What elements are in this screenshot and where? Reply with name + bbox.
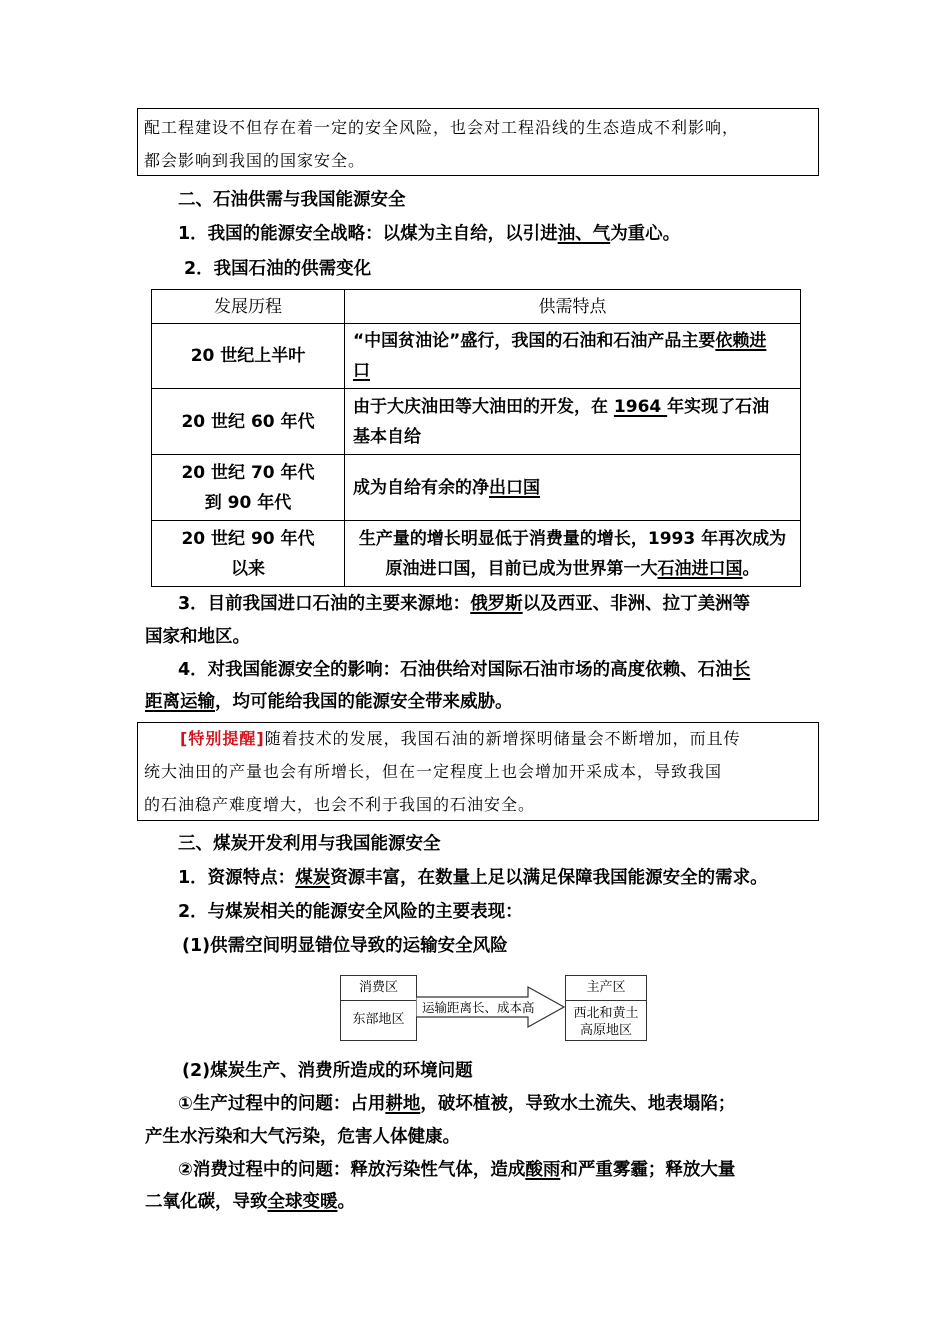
producer-region-body-1: 西北和黄土 <box>573 1006 639 1021</box>
p1-underline: 耕地 <box>385 1094 421 1114</box>
table-cell-features <box>345 455 801 521</box>
producer-region-body-2: 高原地区 <box>579 1023 632 1038</box>
section2-item3 <box>178 592 750 616</box>
section3-sub1: (1)供需空间明显错位导致的运输安全风险 <box>182 936 508 956</box>
item4-underline-1: 长 <box>732 660 751 680</box>
section2-item2: 2．我国石油的供需变化 <box>184 259 372 279</box>
table-cell-era: 20 世纪 70 年代到 90 年代 <box>152 455 345 521</box>
consumer-region-box <box>340 975 417 1041</box>
top-note-box <box>137 108 819 176</box>
table-cell-features <box>345 521 801 587</box>
producer-region-box <box>565 975 647 1041</box>
table-row <box>152 389 801 455</box>
cell-text: 生产量的增长明显低于消费量的增长，1993 年再次成为原油进口国，目前已成为世界第一大 <box>358 528 787 579</box>
section2-item1 <box>178 222 680 246</box>
cell-suffix: 年实现了石油基本自给 <box>353 396 770 447</box>
cell-suffix: 。 <box>742 558 760 579</box>
table-cell-features <box>345 324 801 389</box>
section2-item3-line2: 国家和地区。 <box>145 627 250 647</box>
section2-heading: 二、石油供需与我国能源安全 <box>178 190 406 210</box>
table-header-era: 发展历程 <box>152 290 345 324</box>
producer-region-header: 主产区 <box>566 976 646 1001</box>
transport-diagram <box>340 973 650 1043</box>
table-row <box>152 324 801 389</box>
table-cell-features <box>345 389 801 455</box>
item4-underline-2: 距离运输 <box>145 692 215 712</box>
cell-underline: 依赖进口 <box>353 331 767 381</box>
section2-item4-line2 <box>145 690 513 714</box>
section3-heading: 三、煤炭开发利用与我国能源安全 <box>178 834 441 854</box>
table-row <box>152 521 801 587</box>
cell-text: 由于大庆油田等大油田的开发，在 <box>353 396 614 417</box>
p1-suffix: ，破坏植被，导致水土流失、地表塌陷； <box>420 1094 736 1114</box>
table-cell-era: 20 世纪 90 年代以来 <box>152 521 345 587</box>
cell-underline: 石油进口国 <box>657 558 743 579</box>
item1-underline: 油、气 <box>557 224 611 244</box>
s3-item1-underline: 煤炭 <box>295 868 331 888</box>
item3-underline: 俄罗斯 <box>470 594 523 614</box>
cell-text: “中国贫油论”盛行，我国的石油和石油产品主要 <box>353 331 716 351</box>
section3-item1 <box>178 866 768 890</box>
p2-text: ②消费过程中的问题：释放污染性气体，造成 <box>178 1160 526 1180</box>
table-row <box>152 455 801 521</box>
p2-line2-underline: 全球变暖 <box>267 1192 338 1212</box>
item4-suffix: ，均可能给我国的能源安全带来威胁。 <box>215 692 513 712</box>
p1-text: ①生产过程中的问题：占用 <box>178 1094 386 1114</box>
section3-p1 <box>178 1092 735 1116</box>
item1-text: 1．我国的能源安全战略：以煤为主自给，以引进 <box>178 224 558 244</box>
top-note-line-1: 配工程建设不但存在着一定的安全风险，也会对工程沿线的生态造成不利影响， <box>144 118 740 137</box>
tip-text-1: 随着技术的发展，我国石油的新增探明储量会不断增加，而且传 <box>264 729 741 748</box>
supply-demand-table <box>151 289 801 587</box>
section3-p2-line2 <box>145 1190 355 1214</box>
top-note-line-2: 都会影响到我国的国家安全。 <box>144 151 366 170</box>
item3-suffix: 以及西亚、非洲、拉丁美洲等 <box>522 594 751 614</box>
s3-item1-text: 1．资源特点： <box>178 868 296 888</box>
transport-arrow-label: 运输距离长、成本高 <box>422 1000 535 1015</box>
tip-line-2: 统大油田的产量也会有所增长，但在一定程度上也会增加开采成本，导致我国 <box>144 762 723 781</box>
p2-suffix: 和严重雾霾；释放大量 <box>560 1160 736 1180</box>
cell-text: 成为自给有余的净 <box>353 477 489 498</box>
consumer-region-body: 东部地区 <box>352 1012 405 1027</box>
tip-line-1 <box>144 722 818 755</box>
tip-line-3: 的石油稳产难度增大，也会不利于我国的石油安全。 <box>144 795 536 814</box>
item4-text: 4．对我国能源安全的影响：石油供给对国际石油市场的高度依赖、石油 <box>178 660 733 680</box>
section3-sub2: (2)煤炭生产、消费所造成的环境问题 <box>182 1061 473 1081</box>
p2-line2-suffix: 。 <box>337 1192 355 1212</box>
s3-item1-suffix: 资源丰富，在数量上足以满足保障我国能源安全的需求。 <box>330 868 768 888</box>
special-tip-box <box>137 722 819 821</box>
cell-underline: 1964 <box>613 396 668 417</box>
section3-p2 <box>178 1158 735 1182</box>
section3-item2: 2．与煤炭相关的能源安全风险的主要表现： <box>178 902 523 922</box>
tip-label: [特别提醒] <box>180 729 265 748</box>
table-cell-era: 20 世纪上半叶 <box>152 324 345 389</box>
p2-underline: 酸雨 <box>525 1160 561 1180</box>
table-cell-era: 20 世纪 60 年代 <box>152 389 345 455</box>
consumer-region-header: 消费区 <box>341 976 416 1001</box>
p2-line2-text: 二氧化碳，导致 <box>145 1192 268 1212</box>
section2-item4 <box>178 658 750 682</box>
item3-text: 3．目前我国进口石油的主要来源地： <box>178 594 471 614</box>
table-header-row <box>152 290 801 324</box>
item1-suffix: 为重心。 <box>610 224 681 244</box>
table-header-features: 供需特点 <box>345 290 801 324</box>
cell-underline: 出口国 <box>489 477 540 498</box>
section3-p1-line2: 产生水污染和大气污染，危害人体健康。 <box>145 1127 460 1147</box>
